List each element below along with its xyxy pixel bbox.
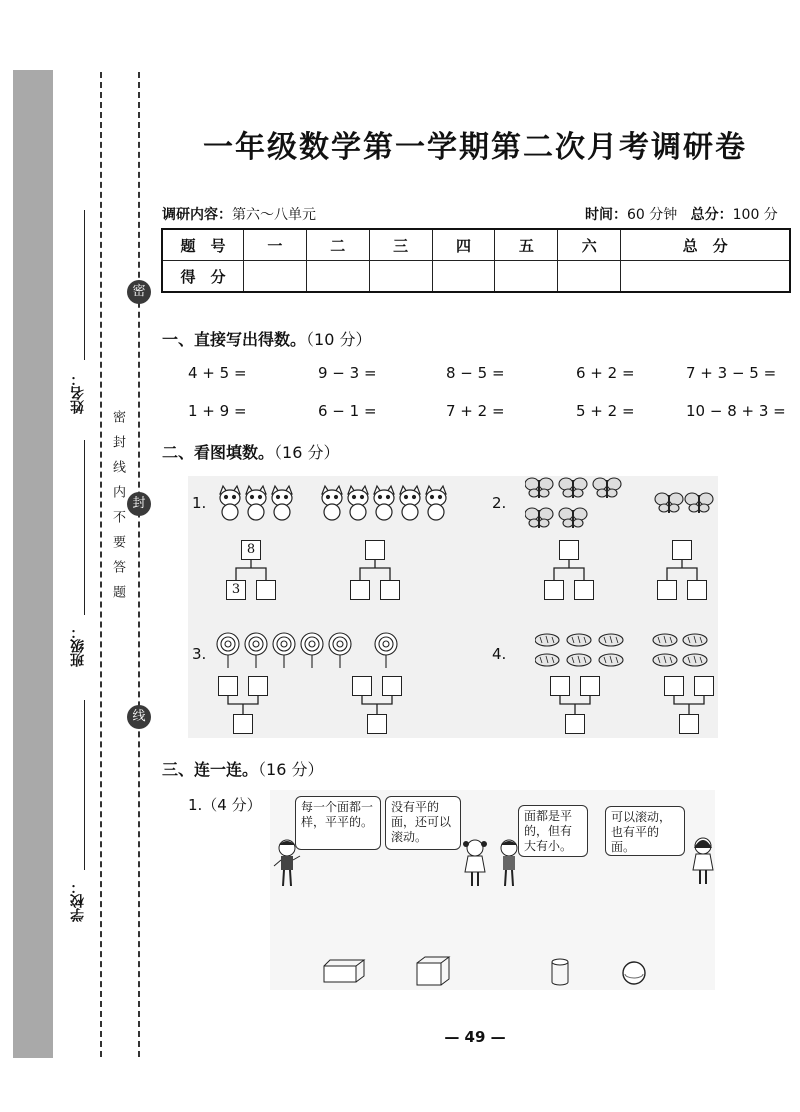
answer-box[interactable] bbox=[672, 540, 692, 560]
speech-bubble: 没有平的面，还可以滚动。 bbox=[385, 796, 461, 850]
school-label: 学校： bbox=[70, 880, 86, 922]
score-header-cell: 题 号 bbox=[162, 229, 244, 261]
score-header-cell: 六 bbox=[558, 229, 621, 261]
answer-box[interactable] bbox=[694, 676, 714, 696]
girl-figure-icon bbox=[688, 836, 718, 888]
answer-box[interactable]: 8 bbox=[241, 540, 261, 560]
answer-box[interactable] bbox=[380, 580, 400, 600]
seal-mark-mi: 密 bbox=[127, 280, 151, 304]
answer-box[interactable] bbox=[679, 714, 699, 734]
section1-heading bbox=[162, 327, 371, 350]
seal-mark-xian: 线 bbox=[127, 705, 151, 729]
butterfly-icon-group bbox=[525, 476, 725, 536]
total-value: 100 分 bbox=[732, 207, 778, 223]
score-cell[interactable] bbox=[244, 261, 307, 293]
answer-box[interactable] bbox=[687, 580, 707, 600]
score-header-cell: 二 bbox=[306, 229, 369, 261]
girl-figure-icon bbox=[460, 838, 490, 890]
time-value: 60 分钟 bbox=[627, 207, 678, 223]
score-cell[interactable] bbox=[558, 261, 621, 293]
bread-icon-group bbox=[535, 633, 720, 673]
cat-icon-group bbox=[218, 484, 468, 524]
answer-box[interactable] bbox=[559, 540, 579, 560]
score-table-score-row bbox=[162, 261, 790, 293]
answer-box[interactable] bbox=[218, 676, 238, 696]
answer-box[interactable] bbox=[550, 676, 570, 696]
speech-bubble: 可以滚动，也有平的面。 bbox=[605, 806, 685, 856]
boy-figure-icon bbox=[494, 838, 524, 890]
total-label: 总分： bbox=[690, 207, 733, 223]
speech-bubble: 面都是平的，但有大有小。 bbox=[518, 805, 588, 857]
answer-box[interactable] bbox=[580, 676, 600, 696]
sub-question-label: 1.（4 分） bbox=[188, 796, 262, 814]
score-header-cell: 三 bbox=[369, 229, 432, 261]
margin-dashed-line-2 bbox=[138, 72, 140, 1057]
score-cell[interactable] bbox=[621, 261, 790, 293]
speech-bubble: 每一个面都一样，平平的。 bbox=[295, 796, 381, 850]
cube-icon bbox=[415, 955, 451, 987]
section1-title: 一、直接写出得数。 bbox=[162, 330, 307, 349]
answer-box[interactable] bbox=[233, 714, 253, 734]
score-table-header-row bbox=[162, 229, 790, 261]
score-cell[interactable] bbox=[495, 261, 558, 293]
equation: 1 + 9 = bbox=[188, 402, 247, 420]
equation: 6 + 2 = bbox=[576, 364, 635, 382]
answer-box[interactable] bbox=[382, 676, 402, 696]
section1-points: （10 分） bbox=[306, 330, 372, 349]
item-number: 3. bbox=[192, 645, 207, 663]
score-cell[interactable] bbox=[306, 261, 369, 293]
answer-box[interactable] bbox=[664, 676, 684, 696]
score-header-cell: 总 分 bbox=[621, 229, 790, 261]
score-header-cell: 四 bbox=[432, 229, 495, 261]
equation: 7 + 3 − 5 = bbox=[686, 364, 777, 382]
section2-points: （16 分） bbox=[274, 443, 340, 462]
boy-figure-icon bbox=[272, 838, 302, 890]
score-table bbox=[161, 228, 791, 293]
score-header-cell: 一 bbox=[244, 229, 307, 261]
section3-heading bbox=[162, 757, 323, 780]
equation: 10 − 8 + 3 = bbox=[686, 402, 786, 420]
item-number: 1. bbox=[192, 494, 207, 512]
name-label: 姓名： bbox=[70, 372, 86, 414]
answer-box[interactable] bbox=[565, 714, 585, 734]
score-row-label: 得 分 bbox=[162, 261, 244, 293]
answer-box[interactable] bbox=[248, 676, 268, 696]
class-label: 班级： bbox=[70, 625, 86, 667]
class-line bbox=[84, 440, 85, 615]
time-info bbox=[585, 204, 778, 224]
equation: 7 + 2 = bbox=[446, 402, 505, 420]
score-header-cell: 五 bbox=[495, 229, 558, 261]
score-cell[interactable] bbox=[369, 261, 432, 293]
answer-box[interactable] bbox=[657, 580, 677, 600]
equation: 6 − 1 = bbox=[318, 402, 377, 420]
answer-box[interactable] bbox=[544, 580, 564, 600]
margin-gray-band bbox=[13, 70, 53, 1058]
margin-dashed-line-1 bbox=[100, 72, 102, 1057]
item-number: 2. bbox=[492, 494, 507, 512]
content-label: 调研内容： bbox=[162, 207, 232, 223]
seal-notice: 密封线内不要答题 bbox=[110, 410, 125, 610]
cylinder-icon bbox=[550, 958, 570, 986]
item-number: 4. bbox=[492, 645, 507, 663]
seal-mark-feng: 封 bbox=[127, 492, 151, 516]
content-value: 第六～八单元 bbox=[232, 207, 316, 223]
name-line bbox=[84, 210, 85, 360]
lollipop-icon-group bbox=[216, 632, 406, 670]
page-title: 一年级数学第一学期第二次月考调研卷 bbox=[203, 130, 747, 165]
equation: 9 − 3 = bbox=[318, 364, 377, 382]
cuboid-icon bbox=[322, 958, 366, 984]
answer-box[interactable] bbox=[367, 714, 387, 734]
sphere-icon bbox=[621, 960, 647, 986]
school-line bbox=[84, 700, 85, 870]
answer-box[interactable] bbox=[256, 580, 276, 600]
section2-heading bbox=[162, 440, 339, 463]
answer-box[interactable] bbox=[350, 580, 370, 600]
answer-box[interactable] bbox=[574, 580, 594, 600]
page-number: — 49 — bbox=[444, 1028, 506, 1046]
section3-points: （16 分） bbox=[258, 760, 324, 779]
answer-box[interactable] bbox=[352, 676, 372, 696]
equation: 5 + 2 = bbox=[576, 402, 635, 420]
equation: 8 − 5 = bbox=[446, 364, 505, 382]
answer-box[interactable] bbox=[365, 540, 385, 560]
section3-title: 三、连一连。 bbox=[162, 760, 259, 779]
content-info bbox=[162, 204, 316, 224]
answer-box[interactable]: 3 bbox=[226, 580, 246, 600]
time-label: 时间： bbox=[585, 207, 627, 223]
section2-title: 二、看图填数。 bbox=[162, 443, 275, 462]
equation: 4 + 5 = bbox=[188, 364, 247, 382]
score-cell[interactable] bbox=[432, 261, 495, 293]
